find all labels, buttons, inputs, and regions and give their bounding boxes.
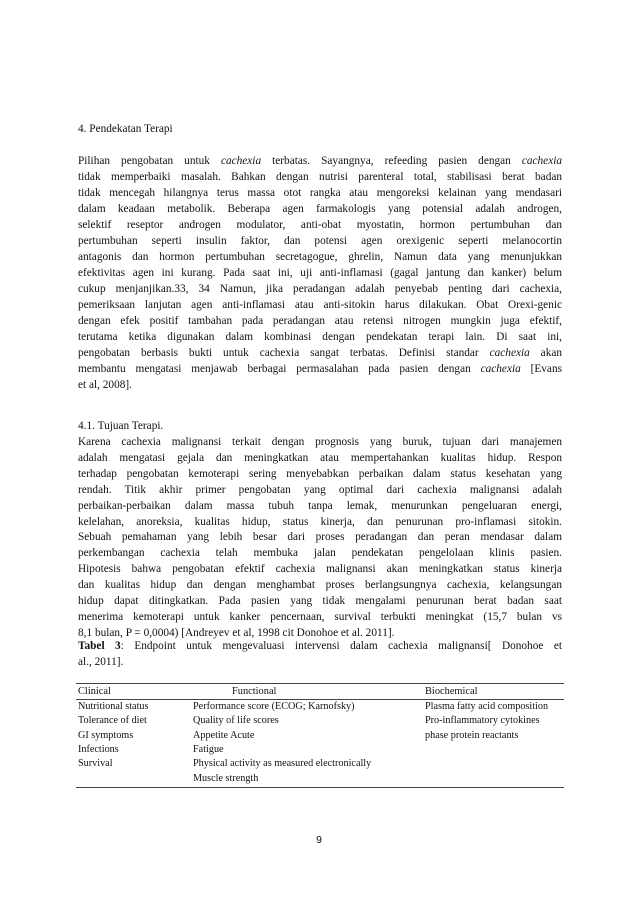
table-cell-functional: Physical activity as measured electronically [193, 758, 372, 770]
table-cell-biochemical: Pro-inflammatory cytokines [425, 715, 540, 727]
table-cell-biochemical: Plasma fatty acid composition [425, 701, 549, 712]
paragraph-line: rendah. Titik akhir primer pengobatan yang optimal dari cachexia malignansi adalah [78, 483, 562, 496]
paragraph-line: Pilihan pengobatan untuk cachexia terbatas. Sayangnya, refeeding pasien dengan cachexia [78, 155, 562, 167]
paragraph-line: dan kualitas hidup dan dengan menghambat proses berlangsungnya cachexia, kelangsungan [78, 579, 562, 592]
section-heading-4-1: 4.1. Tujuan Terapi. [78, 420, 164, 432]
paragraph-line: Hipotesis bahwa pengobatan efektif cachexia malignansi akan meningkatkan status kinerja [78, 563, 562, 576]
table-header-clinical: Clinical [78, 686, 111, 697]
paragraph-line: perbaikan-perbaikan dalam massa tubuh tanpa lemak, menurunkan pengeluaran energi, [78, 499, 562, 512]
paragraph-line: efektivitas agen ini kurang. Pada saat ini, uji anti-inflamasi (gagal jantung dan kanker) belum [78, 267, 562, 279]
paragraph-line: selektif reseptor androgen modulator, anti-obat myostatin, hormon pertumbuhan dan [78, 219, 562, 231]
paragraph-line: et al, 2008]. [78, 379, 132, 391]
paragraph-line: Sebuah pemahaman yang lebih besar dari proses peradangan dan peran mendasar dalam [78, 531, 562, 544]
paragraph-line: terutama ketika digunakan dalam kombinasi dengan pendekatan terapi lain. Di saat ini, [78, 331, 562, 343]
paragraph-line: pertumbuhan seperti insulin faktor, dan potensi agen orexigenic seperti melanocortin [78, 235, 562, 247]
table-cell-functional: Quality of life scores [193, 715, 279, 727]
paragraph-line: dalam keadaan metabolik. Beberapa agen farmakologis yang potensial adalah androgen, [78, 203, 562, 215]
table-cell-functional: Fatigue [193, 743, 224, 755]
table-cell-clinical: Survival [78, 758, 113, 770]
table-cell-clinical: Tolerance of diet [78, 715, 147, 727]
section-heading-4: 4. Pendekatan Terapi [78, 123, 173, 135]
paragraph-line: cukup menjanjikan.33, 34 Namun, jika peradangan adalah penyebab penting dari cachexia, [78, 283, 562, 295]
paragraph-line: 8,1 bulan, P = 0,0004) [Andreyev et al, 1998 cit Donohoe et al. 2011]. [78, 626, 395, 639]
table-caption [78, 638, 562, 654]
paragraph-line: pemeriksaan lanjutan agen anti-inflamasi atau anti-sitokin harus dilakukan. Obat Orexi-genic [78, 299, 562, 311]
table-header-biochemical: Biochemical [425, 686, 478, 697]
table-caption-text: : Endpoint untuk mengevaluasi intervensi dalam cachexia malignansi[ Donohoe et [120, 640, 562, 652]
paragraph-line: antagonis dan hormon pertumbuhan secretagogue, ghrelin, Namun data yang menunjukkan [78, 251, 562, 263]
table-cell-clinical: Nutritional status [78, 701, 149, 712]
page-number: 9 [316, 834, 322, 846]
paragraph-line: adalah mengatasi gejala dan meningkatkan atau mempertahankan kualitas hidup. Respon [78, 451, 562, 464]
table-cell-functional: Appetite Acute [193, 729, 255, 741]
paragraph-line: terhadap pengobatan kemoterapi sering menyebabkan perbaikan dalam status kesehatan yang [78, 467, 562, 480]
paragraph-line: menerima kemoterapi untuk kanker pencernaan, survival terbukti meningkat (15,7 bulan vs [78, 610, 562, 623]
paragraph-line: hidup dapat ditingkatkan. Pada pasien yang tidak mengalami penurunan berat badan saat [78, 595, 562, 607]
table-top-rule [76, 683, 564, 684]
table-caption-cont: al., 2011]. [78, 656, 124, 668]
table-header-rule [76, 699, 564, 700]
paragraph-line: membantu mengatasi menjawab berbagai permasalahan pada pasien dengan cachexia [Evans [78, 363, 562, 375]
table-cell-biochemical: phase protein reactants [425, 729, 519, 741]
table-bottom-rule [76, 787, 564, 788]
paragraph-line: tidak mencegah hilangnya terus massa otot rangka atau mengoreksi kelainan yang mendasari [78, 187, 562, 199]
paragraph-line: dengan efek positif tambahan pada peradangan atau retensi nitrogen mungkin juga efektif, [78, 315, 562, 327]
paragraph-line: pengobatan berbasis bukti untuk cachexia sangat terbatas. Definisi standar cachexia akan [78, 347, 563, 359]
table-caption-label: Tabel 3 [78, 640, 121, 652]
paragraph-line: tidak memperbaiki masalah. Bahkan dengan nutrisi parenteral total, stabilisasi berat badan [78, 171, 562, 183]
table-header-functional: Functional [232, 686, 277, 697]
table-cell-functional: Muscle strength [193, 772, 259, 784]
table-cell-functional: Performance score (ECOG; Karnofsky) [193, 701, 355, 712]
paragraph-line: Karena cachexia malignansi terkait dengan prognosis yang buruk, tujuan dari manajemen [78, 436, 562, 448]
table-cell-clinical: Infections [78, 743, 119, 755]
paragraph-line: kelelahan, anoreksia, kualitas hidup, status kinerja, dan penurunan pro-inflamasi sitokin. [78, 515, 562, 528]
table-cell-clinical: GI symptoms [78, 729, 134, 741]
paragraph-line: perkembangan cachexia telah membuka jalan pendekatan pengelolaan klinis pasien. [78, 547, 562, 560]
